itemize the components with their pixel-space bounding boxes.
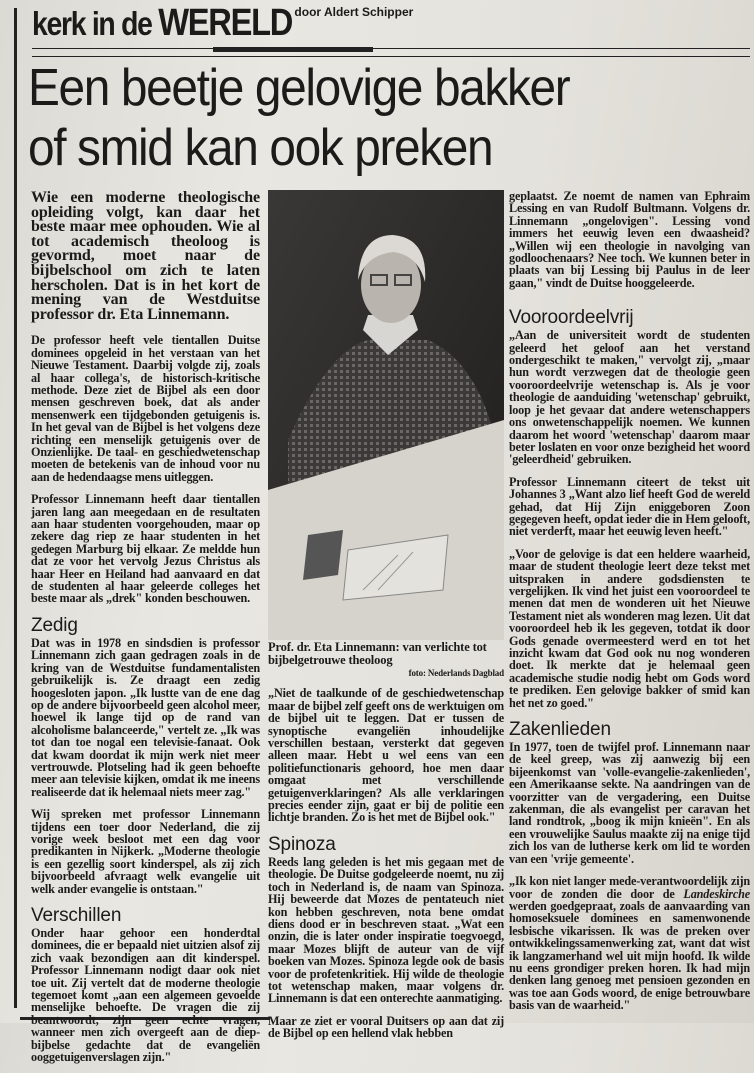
paragraph: „Aan de universiteit wordt de studenten geleerd het geloof aan het verstand ondergeschikt te maken," vervolgt zij, „maar hun wordt verzwegen dat de theologie geen vooroordeelvrije wetenschap is. Als je voor theologie de aanduiding 'wetenschap' gebruikt, loop je het gevaar dat andere wetenschappers ons onwetenschappelijk noemen. We kunnen daarom het woord 'wetenschap' daarom maar beter loslaten en voor onze bezigheid het woord 'geleerdheid' gebruiken. [509, 328, 750, 467]
subheading-zakenlieden: Zakenlieden [509, 719, 611, 741]
paragraph: Professor Linnemann heeft daar tientallen jaren lang aan meegedaan en de resultaten aan haar studenten voorgehouden, maar op zekere dag riep ze haar studenten in het gedegen Marburg bij elkaar. Ze meldde hun dat ze voor het vervolg Jezus Christus als haar Heer en Heiland had aanvaard en dat de studenten al haar geleerde colleges het beste maar als „drek" konden beschouwen. [31, 492, 260, 606]
paragraph: Reeds lang geleden is het mis gegaan met de theologie. De Duitse godgeleerde noemt, nu zij toch in Nederland is, de naam van Spinoza. Hij beweerde dat Mozes de pentateuch niet kon hebben geschreven, nota bene omdat diens dood er in beschreven staat. „Wat een onzin, die is later onder inspiratie toegvoegd, maar Mozes blijft de auteur van de vijf boeken van Mozes. Spinoza legde ook de basis voor de profetenkritiek. Hij wilde de theologie tot wetenschap maken, maar volgens dr. Linnemann is dat een onterechte aanmatiging. [268, 854, 504, 1006]
subheading-vooroordeelvrij: Vooroordeelvrij [509, 307, 634, 329]
portrait-photo [268, 190, 504, 640]
paragraph: „Voor de gelovige is dat een heldere waarheid, maar de student theologie leert deze tekst met uitspraken in andere godsdiensten te vergelijken. Ik vind het juist een vooroordeel te menen dat men de wonderen uit het Nieuwe Testament niet als wonderen mag lezen. Uit dat vooroordeel heb ik les gegeven, totdat ik door Gods genade overmeesterd werd en tot het inzicht kwam dat God ook nu nog wonderen doet. Ik merkte dat je helemaal geen academische studie nodig hebt om Gods word te prediken. Een gelovige bakker of smid kan het net zo goed." [509, 546, 750, 710]
intro-paragraph: Wie een moderne theologische opleiding volgt, kan daar het beste maar mee ophouden. Wie al tot academisch theoloog is gevormd, moet naar de bijbelschool om zich te laten herscholen. Dat is in het kort de mening van de Westduitse professor dr. Eta Linnemann. [31, 189, 260, 323]
paragraph: In 1977, toen de twijfel prof. Linnemann naar de keel greep, was zij aanwezig bij een bijeenkomst van 'volle-evangelie-zakenlieden', een Amerikaanse sekte. Na aandringen van de voorzitter van de vergadering, een Duitse zakenman, die als evangelist per caravan het land rondtrok, „boog ik mijn knieën". En als een vrouwelijke Saulus maakte zij na enige tijd zich los van de lutherse kerk om lid te worden van een 'vrije gemeente'. [509, 740, 750, 866]
portrait-image [268, 190, 504, 640]
section-title-big: WERELD [158, 2, 293, 44]
section-title [32, 0, 292, 47]
byline: door Aldert Schipper [294, 5, 414, 19]
subheading-spinoza: Spinoza [268, 833, 336, 855]
column-2 [268, 641, 504, 1050]
paragraph: Wij spreken met professor Linnemann tijdens een toer door Nederland, die zij vorige week besloot met een dag voor predikanten in Nijkerk. „Moderne theologie is een gezellig soort kinderspel, als zij zich bijvoorbeeld afvraagt welk evangelie uit welk ander evangelie is ontstaan." [31, 807, 260, 896]
photo-credit: foto: Nederlands Dagblad [408, 668, 504, 678]
divider-thick [213, 47, 373, 52]
photo-caption: Prof. dr. Eta Linnemann: van verlichte tot bijbelgetrouwe theoloog [268, 640, 487, 667]
subheading-zedig: Zedig [31, 614, 78, 636]
paragraph: De professor heeft vele tientallen Duitse dominees opgeleid in het verstaan van het Nieuwe Testament. Daarbij volgde zij, zoals al haar collega's, de historisch-kritische methode. Deze ziet de Bijbel als een door mensen geschreven boek, dat als ander mensenwerk een tijdgebonden getuigenis is. In het geval van de Bijbel is het volgens deze richting een menselijk getuigenis over de Onzienlijke. De taal- en geschiedwetenschap moeten de betekenis van de inhoud voor nu aan de hedendaagse mens uitleggen. [31, 333, 260, 484]
subheading-verschillen: Verschillen [31, 905, 122, 926]
paragraph [509, 875, 750, 1011]
paragraph: Maar ze ziet er vooral Duitsers op aan dat zij de Bijbel op een hellend vlak hebben [268, 1013, 504, 1041]
left-column-rule [14, 8, 17, 1008]
column-1 [31, 191, 260, 1073]
headline-line-1: Een beetje gelovige bakker [28, 59, 570, 117]
paragraph-text: „Ik kon niet langer mede-verantwoordelijk zijn voor de zonden die door de [509, 874, 750, 901]
paragraph: Dat was in 1978 en sindsdien is professor Linnemann zich gaan gedragen zoals in de kring van de Westduitse fundamentalisten gebruikelijk is. Ze draagt een zedig hoogesloten japon. „Ik lustte van de ene dag op de andere bijvoorbeeld geen alcohol meer, hoewel ik lange tijd op de rand van alcoholisme balanceerde," vertelt ze. „Ik was tot dan toe nogal een televisie-fanaat. Ook dat kwam doordat ik mijn werk niet meer vertrouwde. Plotseling had ik geen behoefte meer aan televisie kijken, omdat ik me ineens realiseerde dat ik helemaal niets meer zag." [31, 635, 260, 799]
section-masthead [32, 0, 413, 47]
headline-line-2: of smid kan ook preken [28, 119, 493, 177]
paragraph: geplaatst. Ze noemt de namen van Ephraim Lessing en van Rudolf Bultmann. Volgens dr. Linnemann „ongelovigen". Lessing vond immers het eeuwig leven een dwaasheid? „Willen wij een theologie in navolging van godloochenaars? Nee toch. We kunnen beter in plaats van bij Lessing bij Paulus in de leer gaan," vindt de Duitse hooggeleerde. [509, 189, 750, 290]
paragraph: Professor Linnemann citeert de tekst uit Johannes 3 „Want alzo lief heeft God de wereld gehad, dat Hij Zijn eniggeboren Zoon gegegeven heeft, opdat ieder die in Hem gelooft, niet verderft, maar het eeuwig leven heeft." [509, 474, 750, 539]
headline [28, 58, 569, 178]
divider [32, 48, 750, 49]
paragraph-text: werden goedgepraat, zoals de aanvaarding van homoseksuele dominees en samenwonende lesbische vikarissen. Ik was de preken over ontwikkelingssamenwerking zat, want dat wist ik langzamerhand wel uit mijn hoofd. Ik wilde nu eens grondiger preken horen. Ik had mijn denken lang genoeg met pensioen gezonden en was toe aan Gods woord, de enige betrouwbare basis van de waarheid." [509, 898, 750, 1013]
section-title-small: kerk in de [32, 5, 152, 42]
paragraph: Onder haar gehoor een honderdtal dominees, die er bepaald niet uitzien alsof zij zich vaak bezondigen aan dit kinderspel. Professor Linnemann nodigt daar ook niet toe uit. Zij vertelt dat de moderne theologie tegemoet komt „aan een algemeen gevoelde menselijke behoefte. De vragen die zij beantwoordt, zijn geen echte vragen, wanneer men zich overgeeft aan de diep-bijbelse gedachte dat de evangeliën ooggetuigenverslagen zijn." [31, 926, 260, 1065]
paragraph: „Niet de taalkunde of de geschiedwetenschap maar de bijbel zelf geeft ons de werktuigen om de bijbel uit te leggen. Dat er tussen de synoptische evangeliën inhoudelijke verschillen bestaan, versterkt dat gegeven alleen maar. Hebt u wel eens van een politiefunctionaris gehoord, hoe men daar omgaat met verschillende getuigenverklaringen? Als alle verklaringen precies eender zijn, gaat er bij de politie een lichtje branden. Zo is het met de Bijbel ook." [268, 686, 504, 825]
divider [32, 56, 750, 57]
paragraph-italic-term: Landeskirche [683, 886, 750, 901]
column-3 [509, 190, 750, 1022]
